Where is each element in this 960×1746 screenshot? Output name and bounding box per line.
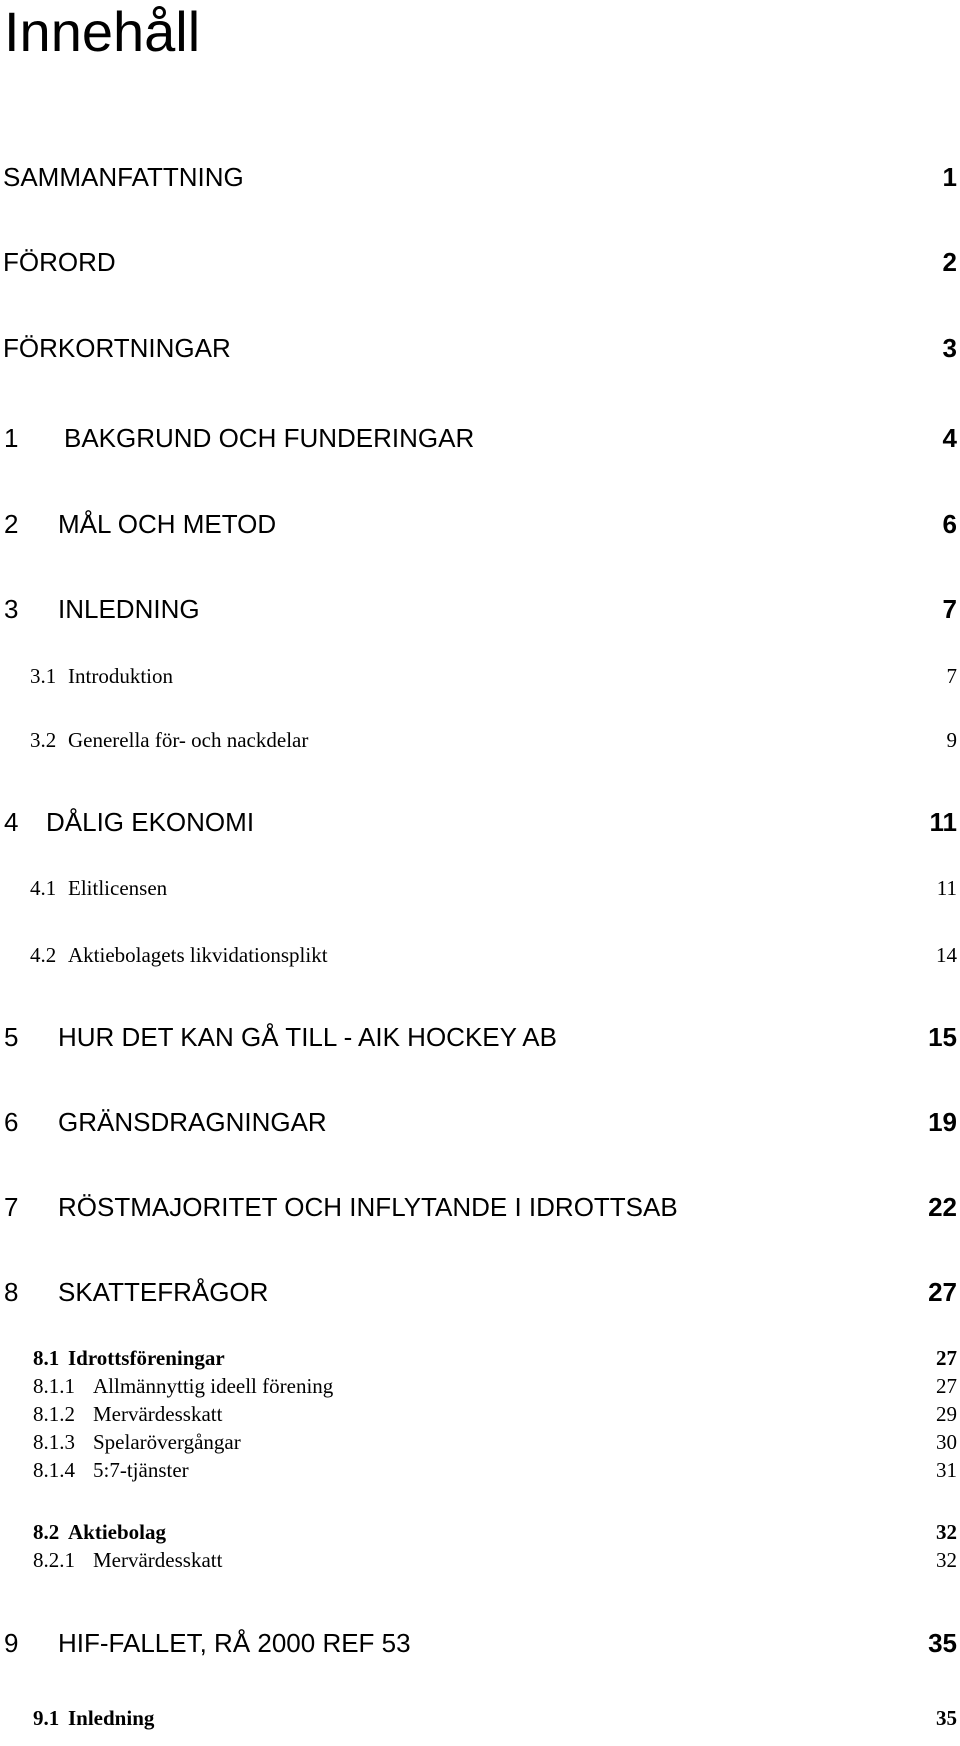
toc-entry-section-4-1[interactable] (0, 868, 960, 902)
toc-entry-page: 27 (936, 1374, 957, 1398)
toc-entry-number: 1 (4, 423, 19, 453)
toc-entry-label: HUR DET KAN GÅ TILL - AIK HOCKEY AB (58, 1022, 557, 1052)
toc-entry-chapter-5[interactable] (0, 1020, 960, 1054)
toc-entry-page: 35 (928, 1628, 957, 1658)
toc-entry-chapter-9[interactable] (0, 1626, 960, 1660)
toc-entry-label: Inledning (68, 1706, 155, 1730)
toc-entry-page: 3 (942, 333, 957, 363)
toc-entry-number: 6 (4, 1107, 19, 1137)
toc-entry-number: 8.1.3 (33, 1430, 75, 1454)
toc-entry-number: 5 (4, 1022, 19, 1052)
toc-entry-page: 6 (942, 509, 957, 539)
toc-entry-page: 11 (936, 876, 957, 900)
toc-entry-label: DÅLIG EKONOMI (46, 807, 255, 837)
toc-entry-page: 35 (936, 1706, 957, 1730)
toc-entry-label: Mervärdesskatt (93, 1548, 223, 1572)
toc-entry-number: 8.2.1 (33, 1548, 75, 1572)
toc-entry-number: 8.1.4 (33, 1458, 75, 1482)
toc-entry-label: 5:7-tjänster (93, 1458, 189, 1482)
toc-entry-label: Allmännyttig ideell förening (93, 1374, 334, 1398)
toc-entry-label: FÖRKORTNINGAR (3, 333, 231, 363)
toc-entry-label: Aktiebolag (68, 1520, 167, 1544)
toc-entry-chapter-8[interactable] (0, 1275, 960, 1309)
toc-entry-number: 8.2 (33, 1520, 60, 1544)
toc-entry-number: 7 (4, 1192, 19, 1222)
toc-entry-chapter-6[interactable] (0, 1105, 960, 1139)
toc-entry-chapter-7[interactable] (0, 1190, 960, 1224)
toc-entry-chapter-4[interactable] (0, 805, 960, 839)
toc-entry-page: 2 (942, 247, 957, 277)
toc-entry-label: FÖRORD (3, 247, 116, 277)
toc-entry-number: 4.1 (30, 876, 57, 900)
toc-entry-number: 8.1 (33, 1346, 60, 1370)
toc-entry-label: HIF-FALLET, RÅ 2000 REF 53 (58, 1628, 411, 1658)
toc-entry-page: 1 (942, 162, 957, 192)
toc-entry-page: 31 (936, 1458, 957, 1482)
toc-entry-page: 7 (946, 664, 957, 688)
toc-entry-label: Idrottsföreningar (68, 1346, 225, 1370)
toc-entry-label: SAMMANFATTNING (3, 162, 244, 192)
toc-entry-page: 19 (928, 1107, 957, 1137)
toc-entry-label: Generella för- och nackdelar (68, 728, 309, 752)
toc-entry-label: Introduktion (68, 664, 173, 688)
toc-entry-page: 32 (936, 1548, 957, 1572)
toc-entry-chapter-2[interactable] (0, 507, 960, 541)
toc-entry-chapter-3[interactable] (0, 592, 960, 626)
toc-entry-page: 22 (928, 1192, 957, 1222)
toc-entry-label: INLEDNING (58, 594, 200, 624)
toc-entry-page: 9 (946, 728, 957, 752)
toc-entry-number: 8.1.2 (33, 1402, 75, 1426)
toc-entry-section-3-2[interactable] (0, 720, 960, 754)
toc-entry-page: 32 (936, 1520, 957, 1544)
toc-entry-forord[interactable] (0, 245, 960, 279)
toc-entry-number: 4 (4, 807, 19, 837)
toc-entry-number: 9 (4, 1628, 19, 1658)
toc-entry-number: 3 (4, 594, 19, 624)
toc-entry-page: 7 (942, 594, 957, 624)
toc-entry-number: 8 (4, 1277, 19, 1307)
toc-entry-label: Spelarövergångar (93, 1430, 241, 1454)
toc-entry-chapter-1[interactable] (0, 421, 960, 455)
toc-entry-label: BAKGRUND OCH FUNDERINGAR (64, 423, 475, 453)
toc-entry-number: 3.2 (30, 728, 57, 752)
toc-entry-page: 4 (942, 423, 957, 453)
toc-entry-section-8-1-4[interactable] (0, 1450, 960, 1484)
toc-entry-label: SKATTEFRÅGOR (58, 1277, 269, 1307)
toc-entry-number: 9.1 (33, 1706, 60, 1730)
toc-entry-sammanfattning[interactable] (0, 160, 960, 194)
toc-entry-page: 29 (936, 1402, 957, 1426)
toc-entry-label: GRÄNSDRAGNINGAR (58, 1107, 327, 1137)
toc-entry-page: 11 (929, 807, 957, 837)
toc-entry-number: 4.2 (30, 943, 57, 967)
toc-entry-label: Elitlicensen (68, 876, 168, 900)
toc-entry-page: 27 (928, 1277, 957, 1307)
toc-entry-label: Aktiebolagets likvidationsplikt (68, 943, 328, 967)
toc-entry-section-9-1[interactable] (0, 1698, 960, 1732)
toc-entry-number: 2 (4, 509, 19, 539)
toc-entry-section-3-1[interactable] (0, 656, 960, 690)
toc-entry-section-4-2[interactable] (0, 935, 960, 969)
toc-entry-page: 14 (936, 943, 957, 967)
toc-entry-page: 30 (936, 1430, 957, 1454)
toc-entry-number: 8.1.1 (33, 1374, 75, 1398)
toc-entry-label: MÅL OCH METOD (58, 509, 277, 539)
toc-entry-label: RÖSTMAJORITET OCH INFLYTANDE I IDROTTSAB (58, 1192, 678, 1222)
toc-entry-section-8-2-1[interactable] (0, 1540, 960, 1574)
toc-entry-page: 27 (936, 1346, 957, 1370)
toc-entry-number: 3.1 (30, 664, 57, 688)
toc-title: Innehåll (4, 0, 201, 63)
toc-entry-page: 15 (928, 1022, 957, 1052)
toc-entry-forkortningar[interactable] (0, 331, 960, 365)
toc-entry-label: Mervärdesskatt (93, 1402, 223, 1426)
